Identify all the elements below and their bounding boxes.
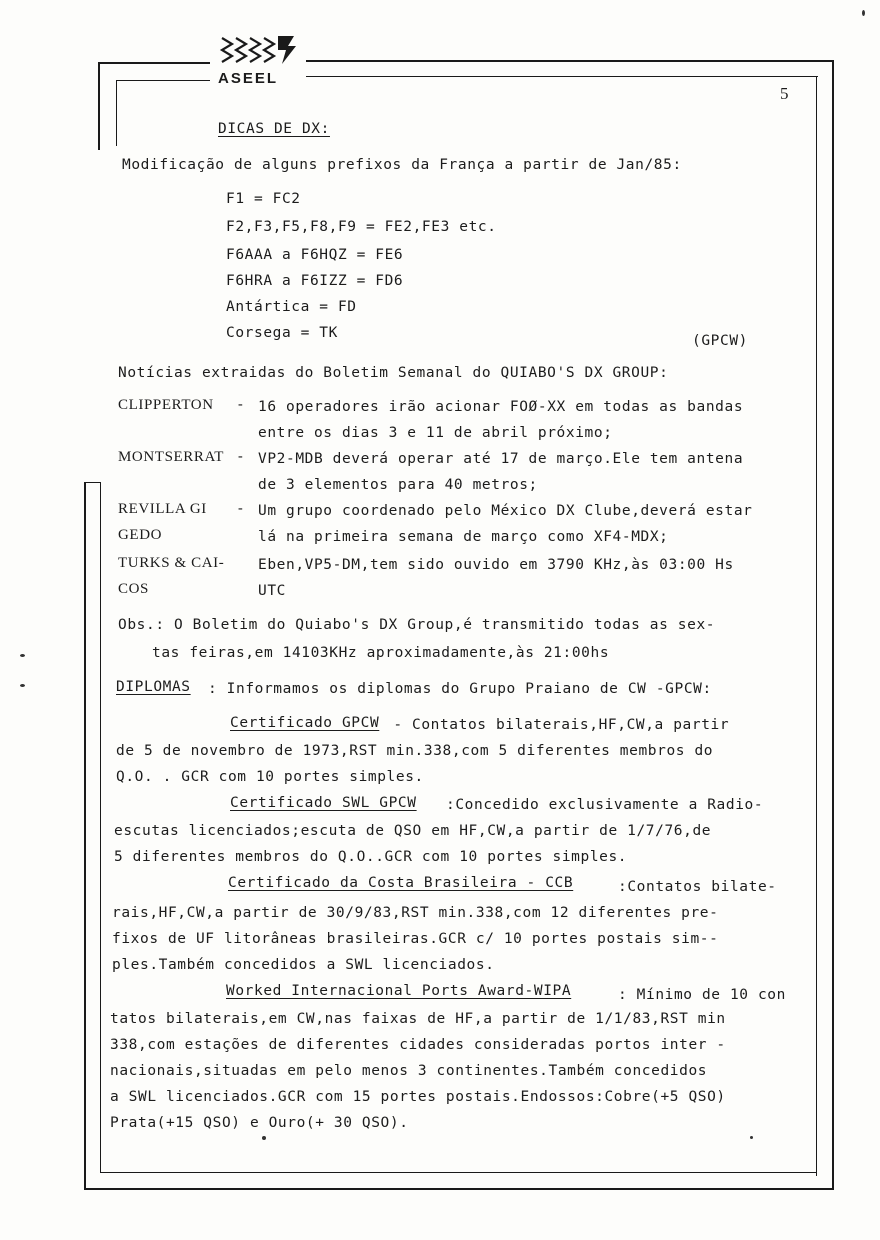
diplomas-intro: : Informamos os diplomas do Grupo Praiano de CW -GPCW: bbox=[208, 681, 712, 697]
cert-line: :Contatos bilate- bbox=[618, 879, 777, 895]
entry-name: REVILLA GI bbox=[118, 501, 207, 517]
entry-line: de 3 elementos para 40 metros; bbox=[258, 477, 538, 493]
prefix-line: F6HRA a F6IZZ = FD6 bbox=[226, 273, 404, 289]
entry-name-continued: GEDO bbox=[118, 527, 163, 543]
frame-bottom bbox=[84, 1188, 834, 1190]
cert-line: Q.O. . GCR com 10 portes simples. bbox=[116, 769, 424, 785]
entry-dash: - bbox=[236, 397, 246, 413]
entry-line: entre os dias 3 e 11 de abril próximo; bbox=[258, 425, 613, 441]
cert-line: a SWL licenciados.GCR com 15 portes postais.Endossos:Cobre(+5 QSO) bbox=[110, 1089, 726, 1105]
cert-line: Prata(+15 QSO) e Ouro(+ 30 QSO). bbox=[110, 1115, 409, 1131]
entry-line: Um grupo coordenado pelo México DX Clube,deverá estar bbox=[258, 503, 753, 519]
frame-top-left bbox=[98, 62, 210, 64]
frame-left-bottom bbox=[84, 482, 86, 1190]
entry-dash: - bbox=[236, 449, 246, 465]
dicas-intro: Modificação de alguns prefixos da França a partir de Jan/85: bbox=[122, 157, 682, 173]
frame-inner-left-bottom bbox=[100, 482, 101, 1172]
cert-line: escutas licenciados;escuta de QSO em HF,CW,a partir de 1/7/76,de bbox=[114, 823, 712, 839]
frame-inner-right bbox=[816, 76, 817, 1176]
cert-line: fixos de UF litorâneas brasileiras.GCR c/ 10 portes postais sim-- bbox=[112, 931, 719, 947]
prefix-line: F6AAA a F6HQZ = FE6 bbox=[226, 247, 404, 263]
entry-name-continued: COS bbox=[118, 581, 149, 597]
section-title-dicas: DICAS DE DX: bbox=[218, 121, 330, 137]
entry-name: TURKS & CAI- bbox=[118, 555, 225, 571]
frame-inner-left-top bbox=[116, 80, 117, 146]
page-number: 5 bbox=[780, 84, 789, 103]
scan-mark bbox=[20, 684, 25, 687]
scan-mark bbox=[862, 10, 865, 16]
cert-line: : Mínimo de 10 con bbox=[618, 987, 786, 1003]
section-title-diplomas: DIPLOMAS bbox=[116, 679, 191, 695]
cert-title: Certificado GPCW bbox=[230, 715, 380, 731]
entry-name: MONTSERRAT bbox=[118, 449, 225, 465]
obs-note: Obs.: O Boletim do Quiabo's DX Group,é transmitido todas as sex- bbox=[118, 617, 716, 633]
frame-inner-top-left bbox=[116, 80, 210, 81]
entry-name: CLIPPERTON bbox=[118, 397, 214, 413]
noticias-intro: Notícias extraidas do Boletim Semanal do QUIABO'S DX GROUP: bbox=[118, 365, 669, 381]
entry-line: Eben,VP5-DM,tem sido ouvido em 3790 KHz,às 03:00 Hs bbox=[258, 557, 734, 573]
cert-title: Worked Internacional Ports Award-WIPA bbox=[226, 983, 572, 999]
cert-line: ples.Também concedidos a SWL licenciados. bbox=[112, 957, 495, 973]
entry-line: lá na primeira semana de março como XF4-MDX; bbox=[258, 529, 669, 545]
cert-line: - Contatos bilaterais,HF,CW,a partir bbox=[384, 717, 730, 733]
cert-line: 338,com estações de diferentes cidades consideradas portos inter - bbox=[110, 1037, 726, 1053]
cert-line: rais,HF,CW,a partir de 30/9/83,RST min.338,com 12 diferentes pre- bbox=[112, 905, 719, 921]
scan-mark bbox=[20, 654, 25, 657]
obs-note: tas feiras,em 14103KHz aproximadamente,às 21:00hs bbox=[152, 645, 610, 661]
cert-line: tatos bilaterais,em CW,nas faixas de HF,a partir de 1/1/83,RST min bbox=[110, 1011, 726, 1027]
logo-text: ASEEL bbox=[218, 70, 279, 87]
entry-line: 16 operadores irão acionar FOØ-XX em todas as bandas bbox=[258, 399, 744, 415]
entry-line: VP2-MDB deverá operar até 17 de março.Ele tem antena bbox=[258, 451, 744, 467]
prefix-line: Antártica = FD bbox=[226, 299, 357, 315]
prefix-line: Corsega = TK bbox=[226, 325, 338, 341]
cert-line: de 5 de novembro de 1973,RST min.338,com 5 diferentes membros do bbox=[116, 743, 714, 759]
scan-mark bbox=[750, 1136, 753, 1139]
cert-line: nacionais,situadas em pelo menos 3 continentes.Também concedidos bbox=[110, 1063, 708, 1079]
frame-bottom-inner bbox=[100, 1172, 816, 1173]
frame-left-top bbox=[98, 62, 100, 150]
scan-mark bbox=[262, 1136, 266, 1140]
entry-line: UTC bbox=[258, 583, 286, 599]
frame-right bbox=[832, 60, 834, 1190]
source-credit: (GPCW) bbox=[692, 333, 748, 349]
frame-top-right bbox=[306, 60, 834, 62]
entry-dash: - bbox=[236, 501, 246, 517]
prefix-line: F2,F3,F5,F8,F9 = FE2,FE3 etc. bbox=[226, 219, 497, 235]
cert-line: 5 diferentes membros do Q.O..GCR com 10 portes simples. bbox=[114, 849, 628, 865]
prefix-line: F1 = FC2 bbox=[226, 191, 301, 207]
cert-line: :Concedido exclusivamente a Radio- bbox=[446, 797, 764, 813]
frame-left-join bbox=[84, 482, 100, 483]
cert-title: Certificado da Costa Brasileira - CCB bbox=[228, 875, 574, 891]
frame-inner-top-right bbox=[306, 76, 818, 77]
cert-title: Certificado SWL GPCW bbox=[230, 795, 417, 811]
